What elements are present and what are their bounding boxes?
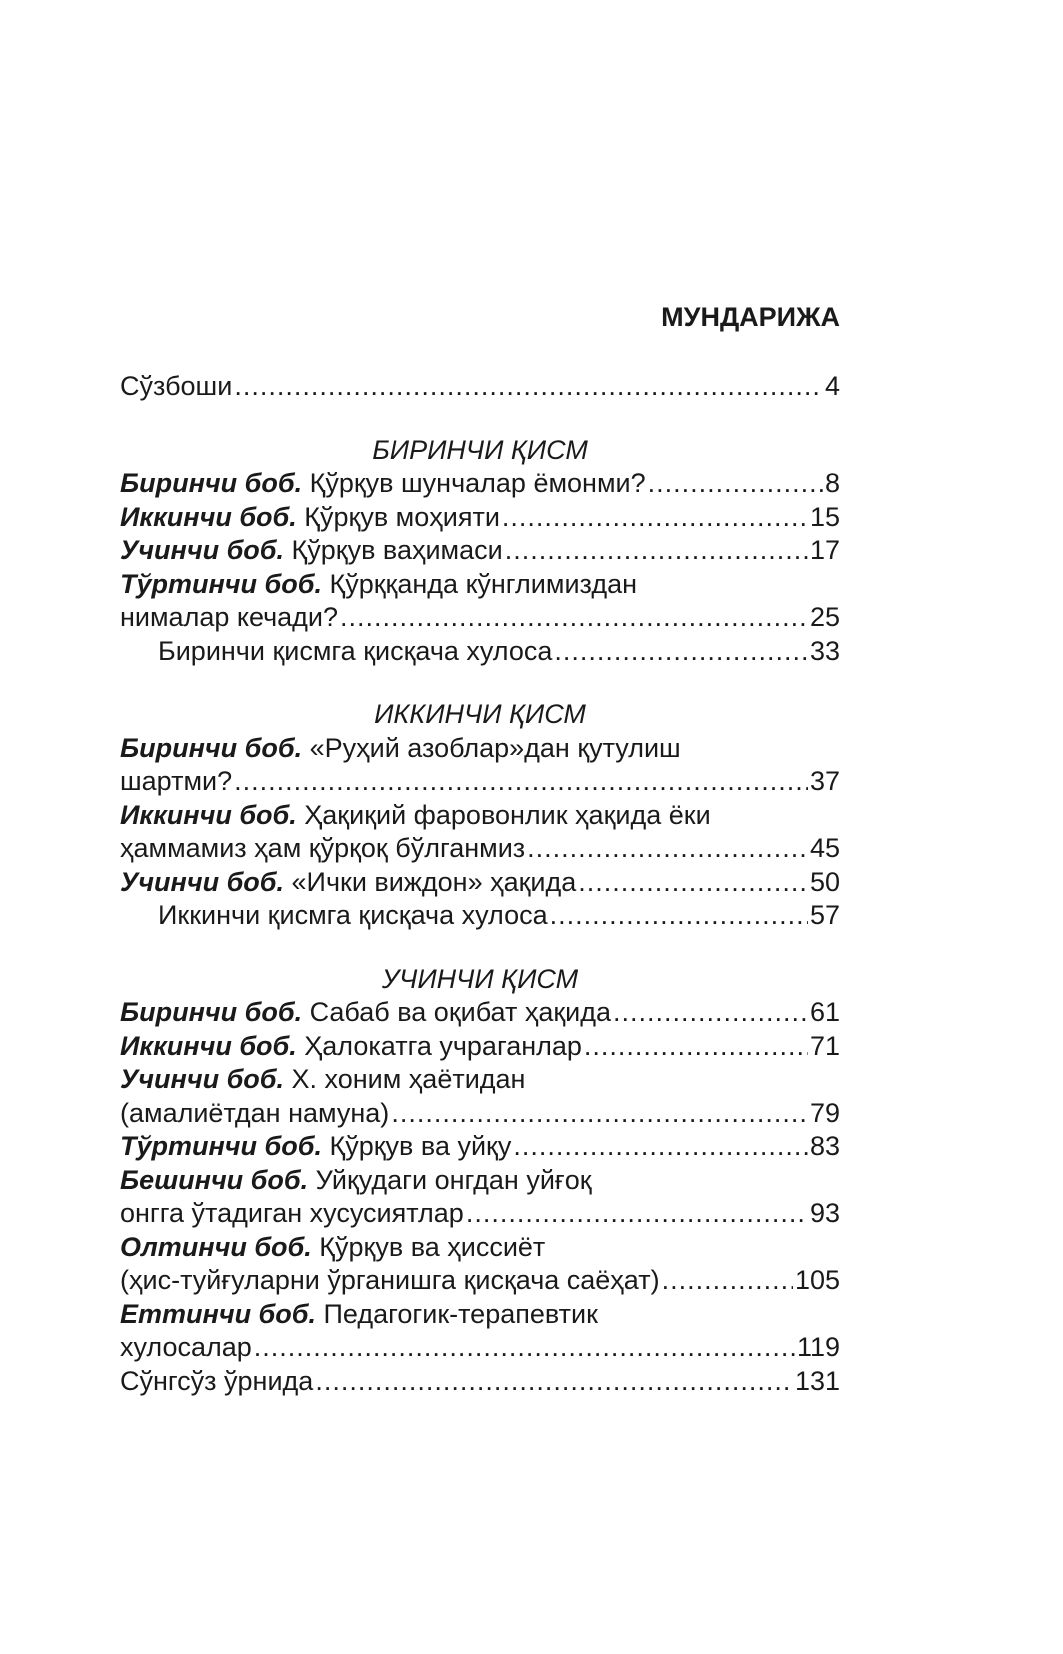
- toc-line: [120, 765, 840, 799]
- entry-text: [120, 501, 500, 535]
- entry-text: [120, 866, 576, 900]
- page-number: 25: [809, 602, 840, 632]
- entry-title-text: Қўрқув ва уйқу: [329, 1131, 512, 1161]
- chapter-label: Учинчи боб.: [120, 1064, 284, 1094]
- entry-title-text: нималар кечади?: [120, 602, 339, 632]
- entry-title-text: Сўнгсўз ўрнида: [120, 1365, 314, 1396]
- entry-text: [120, 1331, 252, 1365]
- toc-line: [120, 732, 840, 766]
- chapter-label: Тўртинчи боб.: [120, 1131, 322, 1161]
- toc-entry: [120, 1130, 840, 1164]
- toc-entry: [120, 1298, 840, 1365]
- page-number: 61: [809, 997, 840, 1027]
- entry-text: [120, 1197, 464, 1231]
- dot-leader: [234, 370, 823, 404]
- toc-body: [120, 370, 840, 1398]
- entry-text: [120, 996, 611, 1030]
- entry-title-text: онгга ўтадиган хусусиятлар: [120, 1198, 464, 1228]
- toc-line: [120, 866, 840, 900]
- toc-entry: [120, 1231, 840, 1298]
- dot-leader: [505, 534, 808, 568]
- dot-leader: [584, 1030, 808, 1064]
- entry-title-text: (амалиётдан намуна): [120, 1097, 390, 1128]
- toc-line: [120, 1331, 840, 1365]
- dot-leader: [254, 1331, 795, 1365]
- dot-leader: [662, 1264, 793, 1298]
- entry-text: [120, 1164, 592, 1198]
- toc-line: [120, 832, 840, 866]
- entry-text: [120, 1231, 545, 1265]
- chapter-label: Биринчи боб.: [120, 997, 303, 1027]
- toc-line: [120, 1130, 840, 1164]
- toc-line: [120, 1231, 840, 1265]
- chapter-label: Биринчи боб.: [120, 468, 303, 498]
- entry-text: [120, 832, 525, 866]
- toc-entry-preface: [120, 370, 840, 404]
- toc-line: [120, 1164, 840, 1198]
- toc-entry: [120, 501, 840, 535]
- toc-line: [120, 1063, 840, 1097]
- toc-entry: [120, 467, 840, 501]
- toc-line: [120, 1365, 840, 1399]
- part-heading: УЧИНЧИ ҚИСМ: [381, 963, 579, 994]
- toc-line: [120, 799, 840, 833]
- toc-entry: [120, 799, 840, 866]
- dot-leader: [648, 467, 823, 501]
- toc-entry: [120, 534, 840, 568]
- toc-line: [120, 601, 840, 635]
- dot-leader: [578, 866, 808, 900]
- page-number: 57: [809, 900, 840, 930]
- entry-title-text: Биринчи қисмга қисқача хулоса: [158, 635, 553, 666]
- chapter-label: Бешинчи боб.: [120, 1164, 309, 1195]
- entry-title-text: Қўрққанда кўнглимиздан: [329, 568, 637, 599]
- dot-leader: [466, 1197, 808, 1231]
- toc-line: [120, 1097, 840, 1131]
- entry-text: [120, 765, 232, 799]
- entry-title-text: Ҳақиқий фаровонлик ҳақида ёки: [304, 799, 711, 830]
- chapter-label: Иккинчи боб.: [120, 799, 297, 830]
- toc-line: [120, 501, 840, 535]
- entry-title-text: шартми?: [120, 766, 233, 796]
- page-number: 83: [809, 1131, 840, 1161]
- chapter-label: Иккинчи боб.: [120, 501, 297, 532]
- page-number: 50: [809, 866, 840, 897]
- entry-title-text: Сабаб ва оқибат ҳақида: [309, 997, 612, 1027]
- dot-leader: [234, 765, 808, 799]
- entry-title-text: Педагогик-терапевтик: [323, 1298, 598, 1329]
- dot-leader: [550, 899, 808, 933]
- dot-leader: [613, 996, 808, 1030]
- entry-text: [120, 1365, 313, 1399]
- chapter-label: Учинчи боб.: [120, 866, 284, 897]
- page-number: 131: [794, 1365, 840, 1396]
- entry-text: [120, 601, 338, 635]
- chapter-label: Еттинчи боб.: [120, 1298, 316, 1329]
- table-of-contents: [120, 300, 840, 1398]
- entry-title-text: Қўрқув ваҳимаси: [291, 535, 503, 565]
- entry-text: [120, 467, 646, 501]
- toc-line: [120, 1197, 840, 1231]
- toc-line: [120, 996, 840, 1030]
- entry-title-text: Х. хоним ҳаётидан: [291, 1064, 526, 1094]
- toc-line: [120, 370, 840, 404]
- entry-text: [158, 635, 552, 669]
- entry-text: [120, 1130, 511, 1164]
- toc-line: [120, 534, 840, 568]
- entry-text: [120, 799, 711, 833]
- entry-title-text: Сўзбоши: [120, 371, 233, 401]
- dot-leader: [527, 832, 808, 866]
- toc-line: [158, 899, 840, 933]
- page-number: 93: [809, 1198, 840, 1228]
- toc-entry: [120, 635, 840, 669]
- toc-line: [120, 467, 840, 501]
- dot-leader: [513, 1130, 808, 1164]
- entry-text: [120, 1030, 582, 1064]
- toc-entry: [120, 1030, 840, 1064]
- page-title: МУНДАРИЖА: [661, 302, 840, 332]
- dot-leader: [554, 635, 808, 669]
- toc-entry: [120, 732, 840, 799]
- toc-line: [158, 635, 840, 669]
- toc-line: [120, 1264, 840, 1298]
- page-number: 45: [809, 833, 840, 863]
- dot-leader: [502, 501, 808, 535]
- chapter-label: Учинчи боб.: [120, 535, 284, 565]
- toc-entry: [120, 1164, 840, 1231]
- toc-line: [120, 568, 840, 602]
- page-number: 17: [809, 535, 840, 565]
- page-number: 4: [824, 371, 840, 401]
- dot-leader: [340, 601, 808, 635]
- page-number: 105: [794, 1265, 840, 1295]
- entry-title-text: Қўрқув моҳияти: [304, 501, 500, 532]
- entry-title-text: (ҳис-туйғуларни ўрганишга қисқача саёҳат): [120, 1265, 660, 1295]
- entry-title-text: Қўрқув ва ҳиссиёт: [319, 1231, 546, 1262]
- entry-text: [120, 1063, 525, 1097]
- entry-text: [120, 732, 681, 766]
- entry-title-text: «Ички виждон» ҳақида: [291, 866, 577, 897]
- entry-title-text: ҳаммамиз ҳам қўрқоқ бўлганмиз: [120, 833, 526, 863]
- toc-line: [120, 1030, 840, 1064]
- entry-title-text: Ҳалокатга учраганлар: [304, 1030, 582, 1061]
- toc-entry: [120, 1063, 840, 1130]
- toc-entry: [120, 899, 840, 933]
- entry-text: [120, 1097, 389, 1131]
- entry-text: [120, 370, 232, 404]
- entry-text: [120, 534, 503, 568]
- page-number: 71: [809, 1030, 840, 1061]
- entry-text: [158, 899, 548, 933]
- toc-entry: [120, 996, 840, 1030]
- toc-entry: [120, 866, 840, 900]
- dot-leader: [315, 1365, 793, 1399]
- chapter-label: Тўртинчи боб.: [120, 568, 322, 599]
- entry-title-text: хулосалар: [120, 1332, 252, 1362]
- entry-title-text: Уйқудаги онгдан уйғоқ: [315, 1164, 592, 1195]
- entry-title-text: Иккинчи қисмга қисқача хулоса: [158, 900, 548, 930]
- chapter-label: Олтинчи боб.: [120, 1231, 312, 1262]
- page-number: 37: [809, 766, 840, 796]
- page-number: 8: [824, 468, 840, 498]
- page-number: 79: [809, 1097, 840, 1128]
- part-heading: БИРИНЧИ ҚИСМ: [372, 434, 588, 465]
- entry-title-text: Қўрқув шунчалар ёмонми?: [309, 468, 646, 498]
- chapter-label: Иккинчи боб.: [120, 1030, 297, 1061]
- page-number: 15: [809, 501, 840, 532]
- entry-text: [120, 1264, 660, 1298]
- toc-line: [120, 1298, 840, 1332]
- dot-leader: [391, 1097, 808, 1131]
- toc-entry: [120, 568, 840, 635]
- entry-text: [120, 1298, 598, 1332]
- toc-entry-afterword: [120, 1365, 840, 1399]
- page-number: 33: [809, 635, 840, 666]
- entry-text: [120, 568, 637, 602]
- chapter-label: Биринчи боб.: [120, 732, 303, 763]
- part-heading: ИККИНЧИ ҚИСМ: [374, 699, 586, 729]
- entry-title-text: «Руҳий азоблар»дан қутулиш: [309, 732, 681, 763]
- page-number: 119: [796, 1332, 840, 1362]
